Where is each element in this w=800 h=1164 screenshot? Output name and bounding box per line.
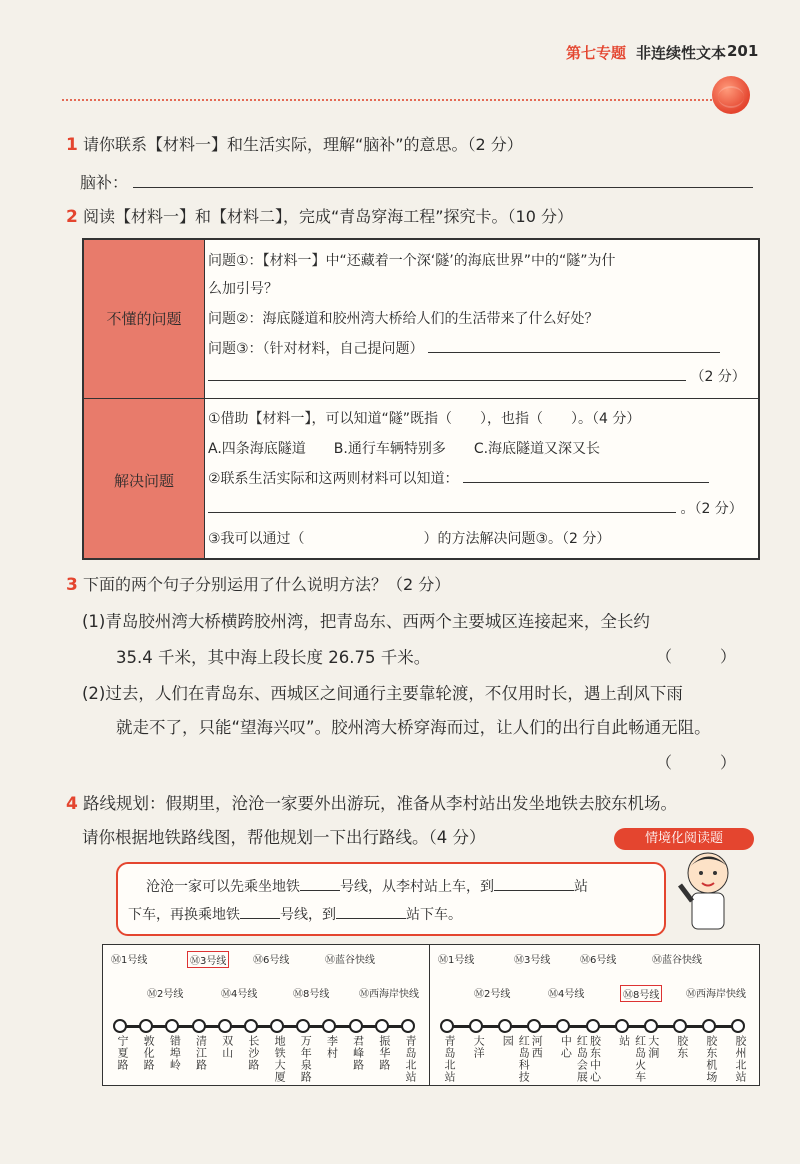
question-4-cont: 请你根据地铁路线图，帮他规划一下出行路线。（4 分） (82, 828, 486, 847)
map_right-station-dot (498, 1019, 512, 1033)
map_right-legend-bottom-3: Ⓜ西海岸快线 (686, 989, 746, 1000)
map_right-station-name: 胶东中心 (588, 1035, 602, 1083)
map_right-station-name: 大涧 (646, 1035, 660, 1059)
map_right-station-dot (469, 1019, 483, 1033)
solve-1-options: A.四条海底隧道 B.通行车辆特别多 C.海底隧道又深又长 (208, 441, 601, 457)
map_left-station-name: 敦化路 (142, 1035, 156, 1071)
map_right-legend-top-1: Ⓜ3号线 (514, 955, 551, 966)
map_left-station-dot (192, 1019, 206, 1033)
question-1-text: 问题①：【材料一】中“还藏着一个深‘隧’的海底世界”中的“隧”为什 (208, 253, 616, 269)
map_left-station-dot (401, 1019, 415, 1033)
answer-paren-1[interactable]: （ ） (656, 647, 737, 666)
question-3-blank-2[interactable] (208, 368, 686, 381)
question-3 (66, 572, 450, 595)
reading-tag: 情境化阅读题 (614, 828, 754, 850)
question-text: 请你联系【材料一】和生活实际，理解“脑补”的意思。（2 分） (82, 135, 523, 154)
map_right-station-name: 胶东机场 (704, 1035, 718, 1083)
map_right-legend-bottom-0: Ⓜ2号线 (474, 989, 511, 1000)
solve-2-blank-2[interactable] (208, 500, 676, 513)
map_left-legend-bottom-1: Ⓜ4号线 (221, 989, 258, 1000)
question-3-text: 问题③：（针对材料，自己提问题） (208, 341, 424, 357)
question-number: 1 (66, 135, 78, 155)
map_left-station-name: 长沙路 (246, 1035, 260, 1071)
map_left-station-dot (322, 1019, 336, 1033)
map_left-station-dot (139, 1019, 153, 1033)
question-number: 2 (66, 207, 78, 227)
map_left-station-dot (218, 1019, 232, 1033)
map_right-station-name: 红岛火车站 (617, 1035, 647, 1083)
divider (62, 99, 712, 101)
bubble-text: 站下车。 (406, 907, 462, 923)
map_right-station-name: 青岛北站 (443, 1035, 456, 1083)
row-label-questions: 不懂的问题 (106, 310, 182, 328)
map_left-station-name: 清江路 (194, 1035, 208, 1071)
question-3-row-2 (208, 366, 746, 386)
map_left-legend-top-2: Ⓜ6号线 (253, 955, 290, 966)
map_left-legend-bottom-3: Ⓜ西海岸快线 (359, 989, 419, 1000)
bubble-text: 号线，从李村站上车，到 (340, 879, 494, 895)
bubble-line-2 (128, 904, 462, 924)
map_left-track (117, 1025, 411, 1028)
metro-map-left (103, 945, 429, 1085)
speech-bubble (116, 862, 666, 936)
question-2 (66, 204, 573, 227)
inquiry-card (82, 238, 760, 560)
map_left-station-name: 万年泉路 (299, 1035, 313, 1083)
question-text: 下面的两个句子分别运用了什么说明方法？（2 分） (82, 575, 451, 594)
map_right-station-dot (440, 1019, 454, 1033)
map_left-station-dot (165, 1019, 179, 1033)
map_right-station-name: 红岛会展中心 (559, 1035, 589, 1083)
metro-maps (102, 944, 760, 1086)
map_left-station-dot (270, 1019, 284, 1033)
question-text: 路线规划：假期里，沧沧一家要外出游玩，准备从李村站出发坐地铁去胶东机场。 (82, 794, 677, 813)
map_right-station-dot (556, 1019, 570, 1033)
map_right-station-dot (615, 1019, 629, 1033)
map_left-station-dot (113, 1019, 127, 1033)
solve-2-row-2 (208, 498, 743, 518)
map_left-legend-bottom-2: Ⓜ8号线 (293, 989, 330, 1000)
metro-map-right (430, 945, 759, 1085)
page-number: 201 (727, 42, 759, 60)
map_right-station-dot (731, 1019, 745, 1033)
chapter-label: 第七专题 (566, 44, 627, 62)
sentence-2-cont: 就走不了，只能“望海兴叹”。胶州湾大桥穿海而过，让人们的出行自此畅通无阻。 (116, 718, 711, 737)
answer-paren-2[interactable]: （ ） (656, 753, 737, 772)
row-divider (84, 398, 758, 399)
bubble-text: 站 (574, 879, 588, 895)
solve-1-text: ①借助【材料一】，可以知道“隧”既指（ ），也指（ ）。（4 分） (208, 411, 641, 427)
yarn-ball-icon (712, 76, 750, 114)
map_right-station-name: 河西 (530, 1035, 544, 1059)
solve-2-row (208, 468, 709, 488)
map_left-station-name: 宁夏路 (116, 1035, 129, 1071)
map_right-station-dot (702, 1019, 716, 1033)
map_left-station-name: 双山 (220, 1035, 234, 1059)
row-label-solve: 解决问题 (113, 472, 174, 490)
question-3-row (208, 338, 720, 358)
map_right-legend-top-3: Ⓜ蓝谷快线 (652, 955, 702, 966)
line-number-blank[interactable] (300, 878, 340, 891)
map_right-legend-top-0: Ⓜ1号线 (438, 955, 475, 966)
question-1 (66, 132, 523, 155)
bubble-text: 沧沧一家可以先乘坐地铁 (146, 879, 300, 895)
answer-row (80, 170, 753, 193)
solve-2-blank[interactable] (463, 470, 709, 483)
sentence-1: (1)青岛胶州湾大桥横跨胶州湾，把青岛东、西两个主要城区连接起来，全长约 (82, 612, 650, 631)
line-number-blank-2[interactable] (240, 906, 280, 919)
bubble-text: 号线，到 (280, 907, 336, 923)
question-number: 4 (66, 794, 78, 814)
answer-label: 脑补： (80, 173, 129, 192)
sentence-1-cont: 35.4 千米，其中海上段长度 26.75 千米。 (116, 648, 431, 667)
question-2-text: 问题②：海底隧道和胶州湾大桥给人们的生活带来了什么好处？ (208, 311, 599, 327)
map_right-station-dot (644, 1019, 658, 1033)
solve-2-text: ②联系生活实际和这两则材料可以知道： (208, 471, 459, 487)
map_right-station-dot (586, 1019, 600, 1033)
map_right-station-name: 胶州北站 (734, 1035, 747, 1083)
bubble-line-1 (146, 876, 588, 896)
question-3-blank[interactable] (428, 340, 720, 353)
map_right-station-dot (673, 1019, 687, 1033)
question-3-score: （2 分） (690, 369, 746, 385)
solve-2-score: 。（2 分） (680, 501, 743, 517)
card-label-column (84, 240, 204, 558)
section-title: 非连续性文本 (636, 44, 727, 62)
map_left-station-name: 青岛北站 (404, 1035, 417, 1083)
map_right-station-dot (527, 1019, 541, 1033)
map_left-legend-top-3: Ⓜ蓝谷快线 (325, 955, 375, 966)
map_left-legend-bottom-0: Ⓜ2号线 (147, 989, 184, 1000)
map_left-station-dot (244, 1019, 258, 1033)
answer-line[interactable] (133, 173, 753, 188)
child-illustration-icon (672, 845, 742, 935)
solve-3-row (208, 528, 610, 548)
map_left-station-name: 李村 (325, 1035, 339, 1059)
question-4 (66, 790, 677, 814)
sentence-2: (2)过去，人们在青岛东、西城区之间通行主要靠轮渡，不仅用时长，遇上刮风下雨 (82, 684, 683, 703)
map_right-station-name: 大洋 (472, 1035, 486, 1059)
map_left-legend-top-0: Ⓜ1号线 (111, 955, 148, 966)
solve-3-text-a: ③我可以通过（ (208, 531, 305, 547)
map_right-legend-top-2: Ⓜ6号线 (580, 955, 617, 966)
map_right-station-name: 胶东 (675, 1035, 689, 1059)
map_left-station-dot (375, 1019, 389, 1033)
map_left-station-name: 振华路 (377, 1035, 391, 1071)
map_right-station-name: 红岛科技园 (501, 1035, 531, 1083)
question-text: 阅读【材料一】和【材料二】，完成“青岛穿海工程”探究卡。（10 分） (82, 207, 573, 226)
map_left-legend-top-1: Ⓜ3号线 (187, 951, 229, 968)
map_left-station-name: 错埠岭 (168, 1035, 182, 1071)
question-number: 3 (66, 575, 78, 595)
map_left-station-name: 君峰路 (351, 1035, 365, 1071)
map_right-legend-bottom-1: Ⓜ4号线 (548, 989, 585, 1000)
map_left-station-dot (349, 1019, 363, 1033)
map_left-station-name: 地铁大厦 (273, 1035, 287, 1083)
bubble-text: 下车，再换乘地铁 (128, 907, 240, 923)
question-1-text-cont: 么加引号？ (208, 281, 278, 297)
map_right-legend-bottom-2: Ⓜ8号线 (620, 985, 662, 1002)
transfer-station-blank[interactable] (494, 878, 574, 891)
column-divider (204, 240, 205, 558)
map_left-station-dot (296, 1019, 310, 1033)
solve-3-text-b: ）的方法解决问题③。（2 分） (423, 531, 611, 547)
destination-blank[interactable] (336, 906, 406, 919)
